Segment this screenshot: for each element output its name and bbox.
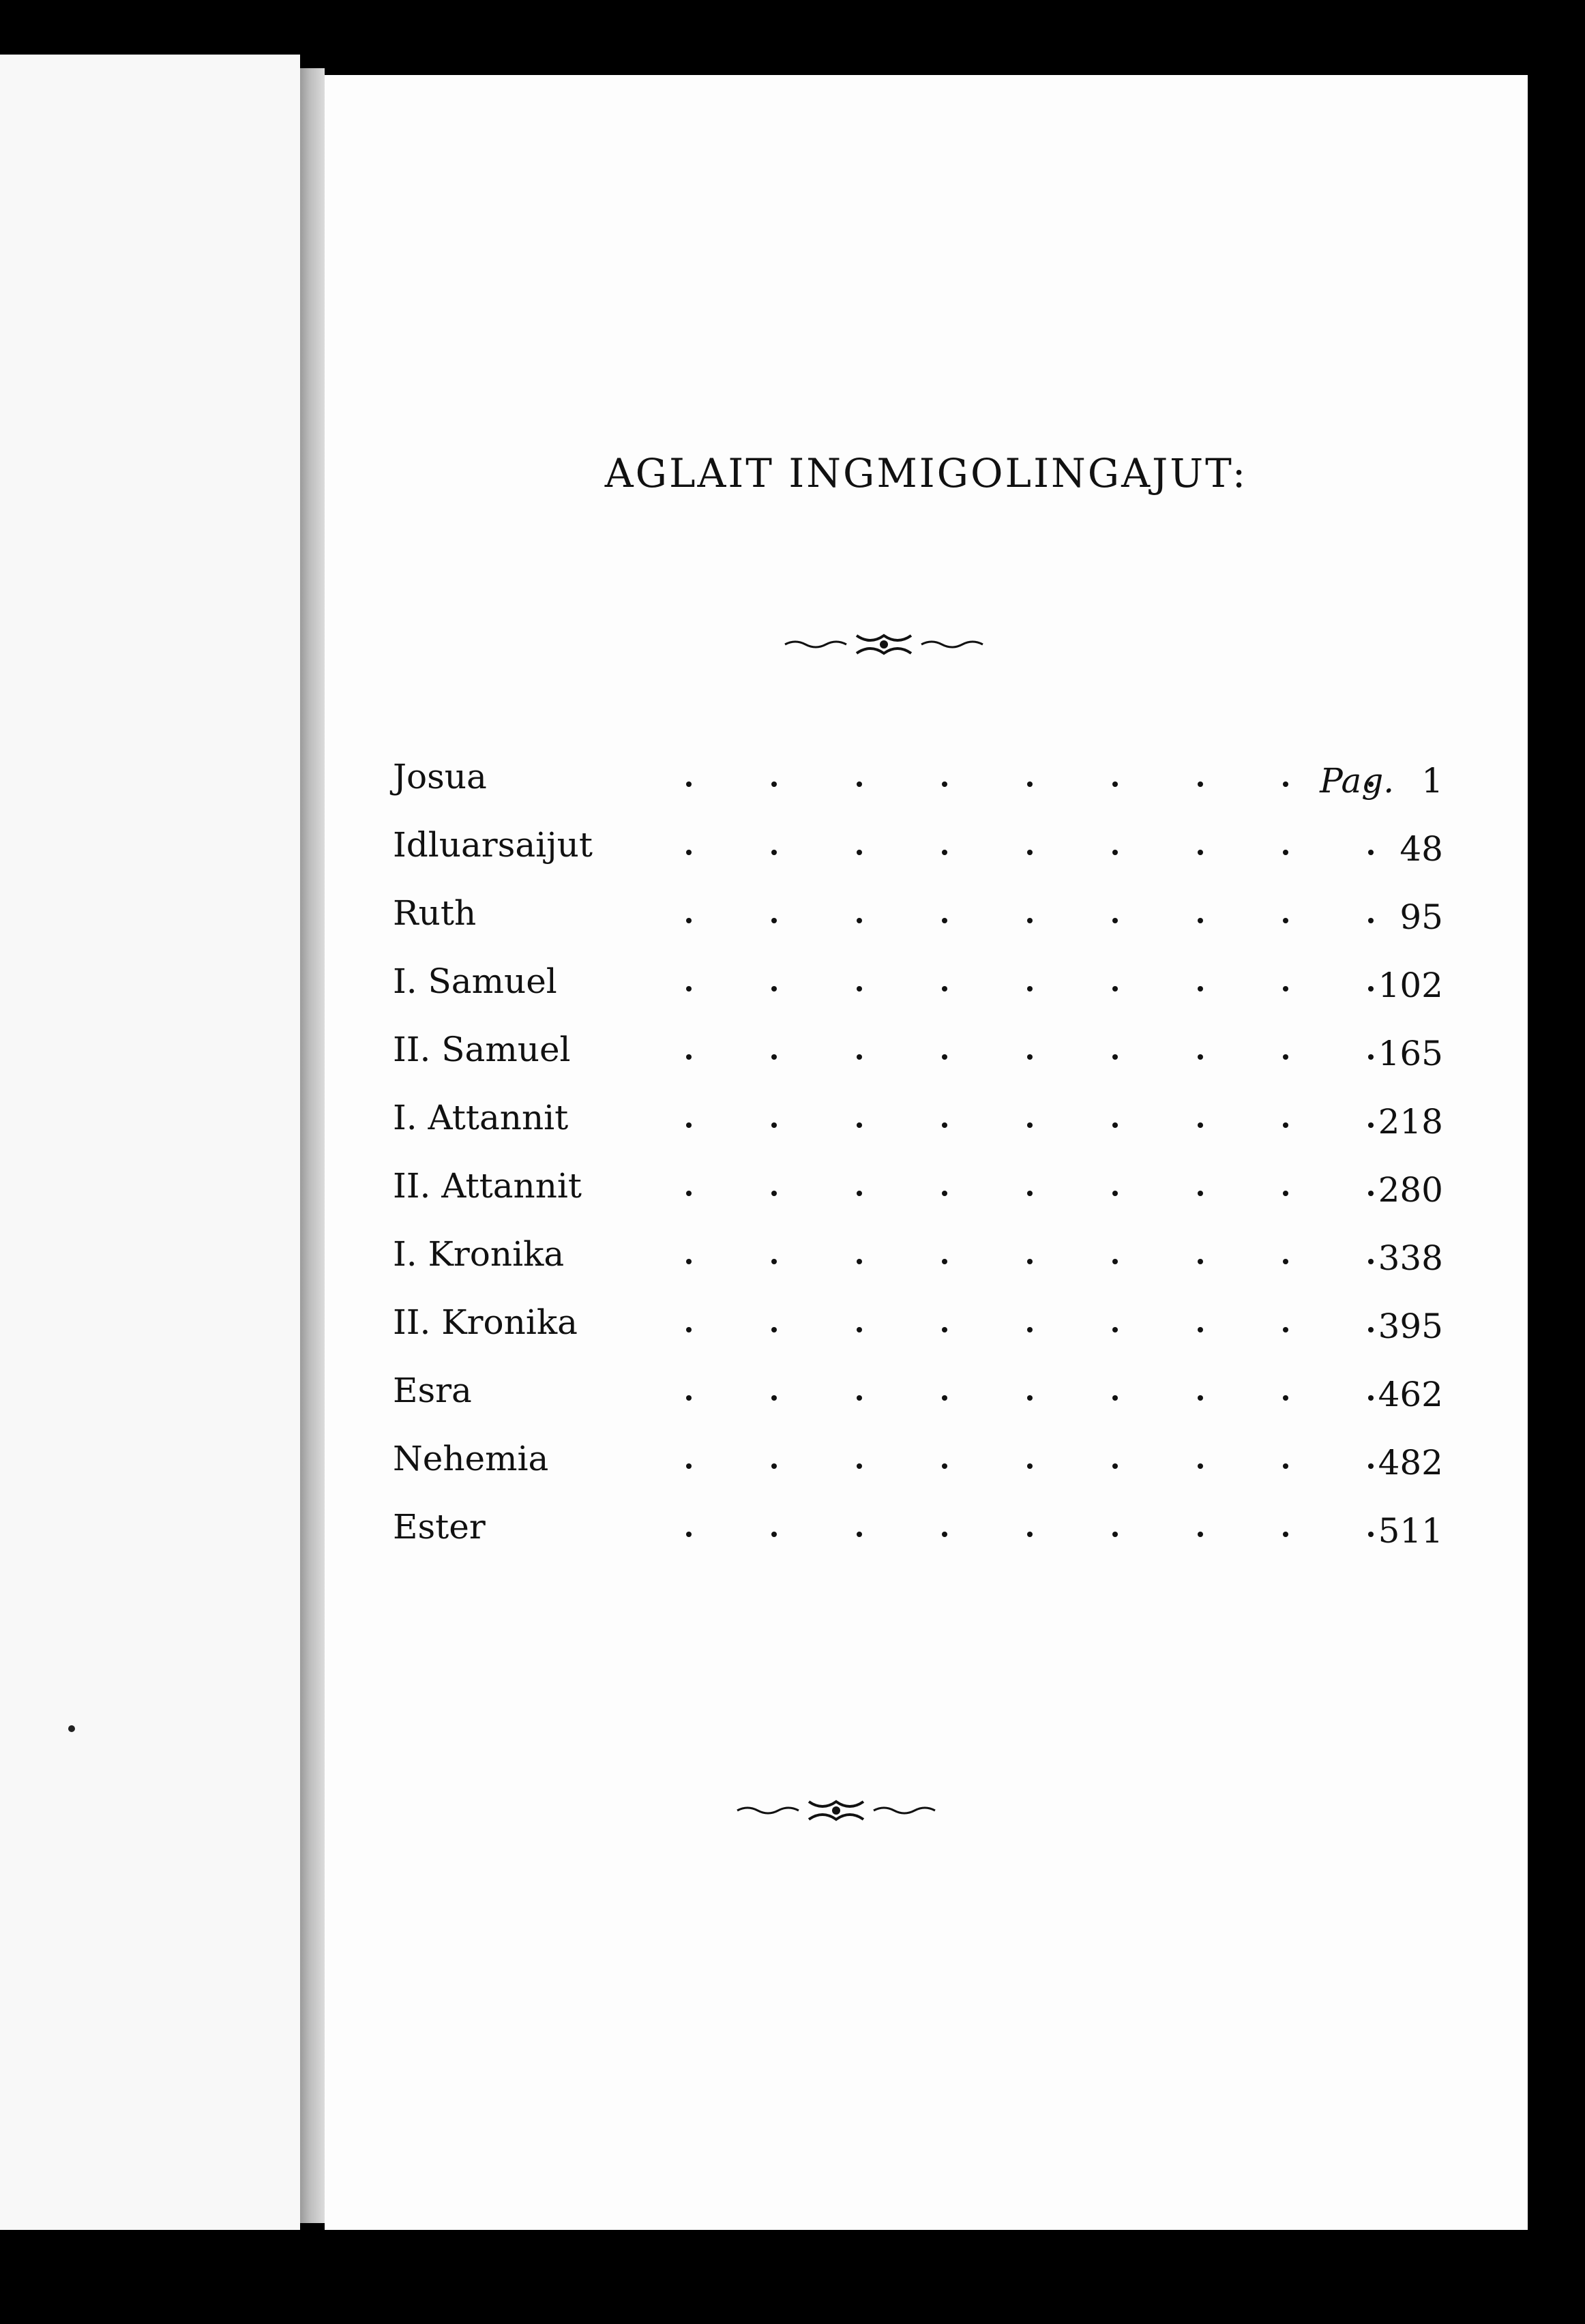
entry-title: Esra	[393, 1371, 472, 1410]
leader-dot	[1368, 986, 1374, 992]
entry-title: Idluarsaijut	[393, 825, 593, 865]
leader-dot	[1368, 1532, 1374, 1537]
entry-title: Ruth	[393, 893, 477, 933]
leader-dot	[1198, 850, 1203, 855]
leader-dot	[771, 1259, 777, 1264]
leader-dot	[1027, 1463, 1033, 1469]
toc-entry-josua	[393, 757, 1443, 805]
entry-title: II. Attannit	[393, 1166, 582, 1206]
leader-dot	[857, 1532, 862, 1537]
entry-title: Ester	[393, 1507, 486, 1547]
leader-dot	[1027, 781, 1033, 787]
leader-dot	[771, 1327, 777, 1332]
leader-dot	[1198, 986, 1203, 992]
leader-dot	[1027, 986, 1033, 992]
leader-dot	[942, 1463, 947, 1469]
entry-title: Josua	[393, 757, 487, 796]
dot-leader	[686, 757, 1300, 798]
leader-dot	[1112, 1122, 1118, 1128]
leader-dot	[857, 986, 862, 992]
leader-dot	[942, 1054, 947, 1060]
leader-dot	[1368, 1054, 1374, 1060]
entry-page-number: 338	[1378, 1238, 1443, 1278]
entry-page-number: 280	[1378, 1170, 1443, 1210]
leader-dot	[1112, 986, 1118, 992]
leader-dot	[686, 1054, 692, 1060]
entry-page-number: 218	[1378, 1102, 1443, 1142]
leader-dot	[686, 1532, 692, 1537]
leader-dot	[686, 918, 692, 923]
leader-dot	[1198, 1532, 1203, 1537]
leader-dot	[1368, 1463, 1374, 1469]
leader-dot	[857, 1327, 862, 1332]
leader-dot	[857, 781, 862, 787]
entry-page-number: 395	[1378, 1307, 1443, 1346]
leader-dot	[857, 850, 862, 855]
toc-entry-ii-attannit	[393, 1166, 1443, 1214]
leader-dot	[942, 1191, 947, 1196]
leader-dot	[1198, 1191, 1203, 1196]
leader-dot	[686, 1191, 692, 1196]
leader-dot	[1112, 1191, 1118, 1196]
leader-dot	[857, 1122, 862, 1128]
leader-dot	[1368, 1122, 1374, 1128]
leader-dot	[1198, 1054, 1203, 1060]
leader-dot	[942, 918, 947, 923]
dot-leader	[686, 1098, 1300, 1139]
leader-dot	[942, 1327, 947, 1332]
leader-dot	[771, 850, 777, 855]
toc-entry-i-attannit	[393, 1098, 1443, 1146]
leader-dot	[1027, 1395, 1033, 1401]
dot-leader	[686, 962, 1300, 1002]
leader-dot	[771, 1463, 777, 1469]
toc-entry-ii-samuel	[393, 1030, 1443, 1077]
leader-dot	[942, 1259, 947, 1264]
leader-dot	[771, 1054, 777, 1060]
dot-leader	[686, 1507, 1300, 1548]
toc-entry-i-kronika	[393, 1234, 1443, 1282]
leader-dot	[771, 1191, 777, 1196]
page-title: AGLAIT INGMIGOLINGAJUT:	[604, 450, 1248, 496]
entry-page-number: 95	[1399, 897, 1443, 937]
dot-leader	[686, 1166, 1300, 1207]
leader-dot	[686, 986, 692, 992]
leader-dot	[1027, 1532, 1033, 1537]
leader-dot	[771, 1395, 777, 1401]
leader-dot	[1283, 1054, 1288, 1060]
leader-dot	[771, 986, 777, 992]
leader-dot	[857, 1259, 862, 1264]
leader-dot	[1198, 918, 1203, 923]
ornament-divider-bottom	[734, 1793, 938, 1828]
leader-dot	[1112, 781, 1118, 787]
entry-title: Nehemia	[393, 1439, 549, 1478]
toc-entry-ii-kronika	[393, 1302, 1443, 1350]
toc-entry-ruth	[393, 893, 1443, 941]
leader-dot	[1198, 1327, 1203, 1332]
leader-dot	[857, 1395, 862, 1401]
leader-dot	[1368, 1395, 1374, 1401]
leader-dot	[771, 918, 777, 923]
toc-entry-idluarsaijut	[393, 825, 1443, 873]
entry-title: I. Kronika	[393, 1234, 565, 1274]
entry-page-number: 462	[1378, 1375, 1443, 1414]
entry-page-number: 102	[1378, 966, 1443, 1005]
leader-dot	[1027, 918, 1033, 923]
pag-label: Pag.	[1320, 761, 1395, 801]
leader-dot	[1283, 1463, 1288, 1469]
leader-dot	[942, 1122, 947, 1128]
toc-entry-ester	[393, 1507, 1443, 1555]
leader-dot	[942, 1532, 947, 1537]
leader-dot	[1283, 781, 1288, 787]
leader-dot	[1112, 1463, 1118, 1469]
leader-dot	[1027, 1327, 1033, 1332]
leader-dot	[1112, 850, 1118, 855]
ink-speck	[68, 1725, 75, 1732]
entry-page-number: 165	[1378, 1034, 1443, 1073]
leader-dot	[1198, 1463, 1203, 1469]
dot-leader	[686, 1371, 1300, 1412]
contents-page	[325, 75, 1528, 2230]
dot-leader	[686, 825, 1300, 866]
entry-page	[1320, 761, 1443, 801]
leader-dot	[1027, 1259, 1033, 1264]
dot-leader	[686, 893, 1300, 934]
leader-dot	[857, 1191, 862, 1196]
entry-page-number: 511	[1378, 1511, 1443, 1551]
leader-dot	[686, 1259, 692, 1264]
leader-dot	[1283, 1395, 1288, 1401]
leader-dot	[1283, 850, 1288, 855]
leader-dot	[1112, 1327, 1118, 1332]
leader-dot	[1283, 1259, 1288, 1264]
leader-dot	[771, 781, 777, 787]
leader-dot	[771, 1532, 777, 1537]
leader-dot	[686, 850, 692, 855]
leader-dot	[1198, 1122, 1203, 1128]
leader-dot	[1112, 1054, 1118, 1060]
leader-dot	[1027, 1054, 1033, 1060]
leader-dot	[1368, 1259, 1374, 1264]
dot-leader	[686, 1302, 1300, 1343]
toc-entry-esra	[393, 1371, 1443, 1418]
leader-dot	[1198, 1395, 1203, 1401]
leader-dot	[1027, 850, 1033, 855]
dot-leader	[686, 1234, 1300, 1275]
leader-dot	[942, 781, 947, 787]
leader-dot	[1198, 1259, 1203, 1264]
leader-dot	[1368, 850, 1374, 855]
entry-title: I. Attannit	[393, 1098, 569, 1137]
leader-dot	[1283, 918, 1288, 923]
leader-dot	[1027, 1191, 1033, 1196]
leader-dot	[1198, 781, 1203, 787]
leader-dot	[686, 1395, 692, 1401]
leader-dot	[857, 1054, 862, 1060]
entry-title: I. Samuel	[393, 962, 557, 1001]
leader-dot	[1368, 1327, 1374, 1332]
ornament-divider-top	[782, 627, 986, 661]
leader-dot	[1112, 1532, 1118, 1537]
leader-dot	[771, 1122, 777, 1128]
leader-dot	[942, 850, 947, 855]
leader-dot	[1283, 1532, 1288, 1537]
book-spine	[300, 68, 325, 2223]
toc-entry-nehemia	[393, 1439, 1443, 1487]
left-page-blank	[0, 55, 300, 2230]
leader-dot	[1283, 986, 1288, 992]
entry-page-number: 1	[1421, 761, 1443, 801]
dot-leader	[686, 1030, 1300, 1071]
leader-dot	[686, 1463, 692, 1469]
leader-dot	[686, 1327, 692, 1332]
leader-dot	[1112, 1259, 1118, 1264]
entry-page-number: 482	[1378, 1443, 1443, 1483]
leader-dot	[857, 1463, 862, 1469]
entry-page-number: 48	[1399, 829, 1443, 869]
leader-dot	[686, 781, 692, 787]
dot-leader	[686, 1439, 1300, 1480]
toc-entry-i-samuel	[393, 962, 1443, 1009]
leader-dot	[1112, 918, 1118, 923]
leader-dot	[1283, 1327, 1288, 1332]
leader-dot	[1027, 1122, 1033, 1128]
leader-dot	[1368, 918, 1374, 923]
entry-title: II. Samuel	[393, 1030, 571, 1069]
leader-dot	[686, 1122, 692, 1128]
leader-dot	[857, 918, 862, 923]
leader-dot	[1283, 1191, 1288, 1196]
leader-dot	[1368, 1191, 1374, 1196]
leader-dot	[942, 1395, 947, 1401]
leader-dot	[1112, 1395, 1118, 1401]
leader-dot	[1283, 1122, 1288, 1128]
entry-title: II. Kronika	[393, 1302, 578, 1342]
leader-dot	[942, 986, 947, 992]
